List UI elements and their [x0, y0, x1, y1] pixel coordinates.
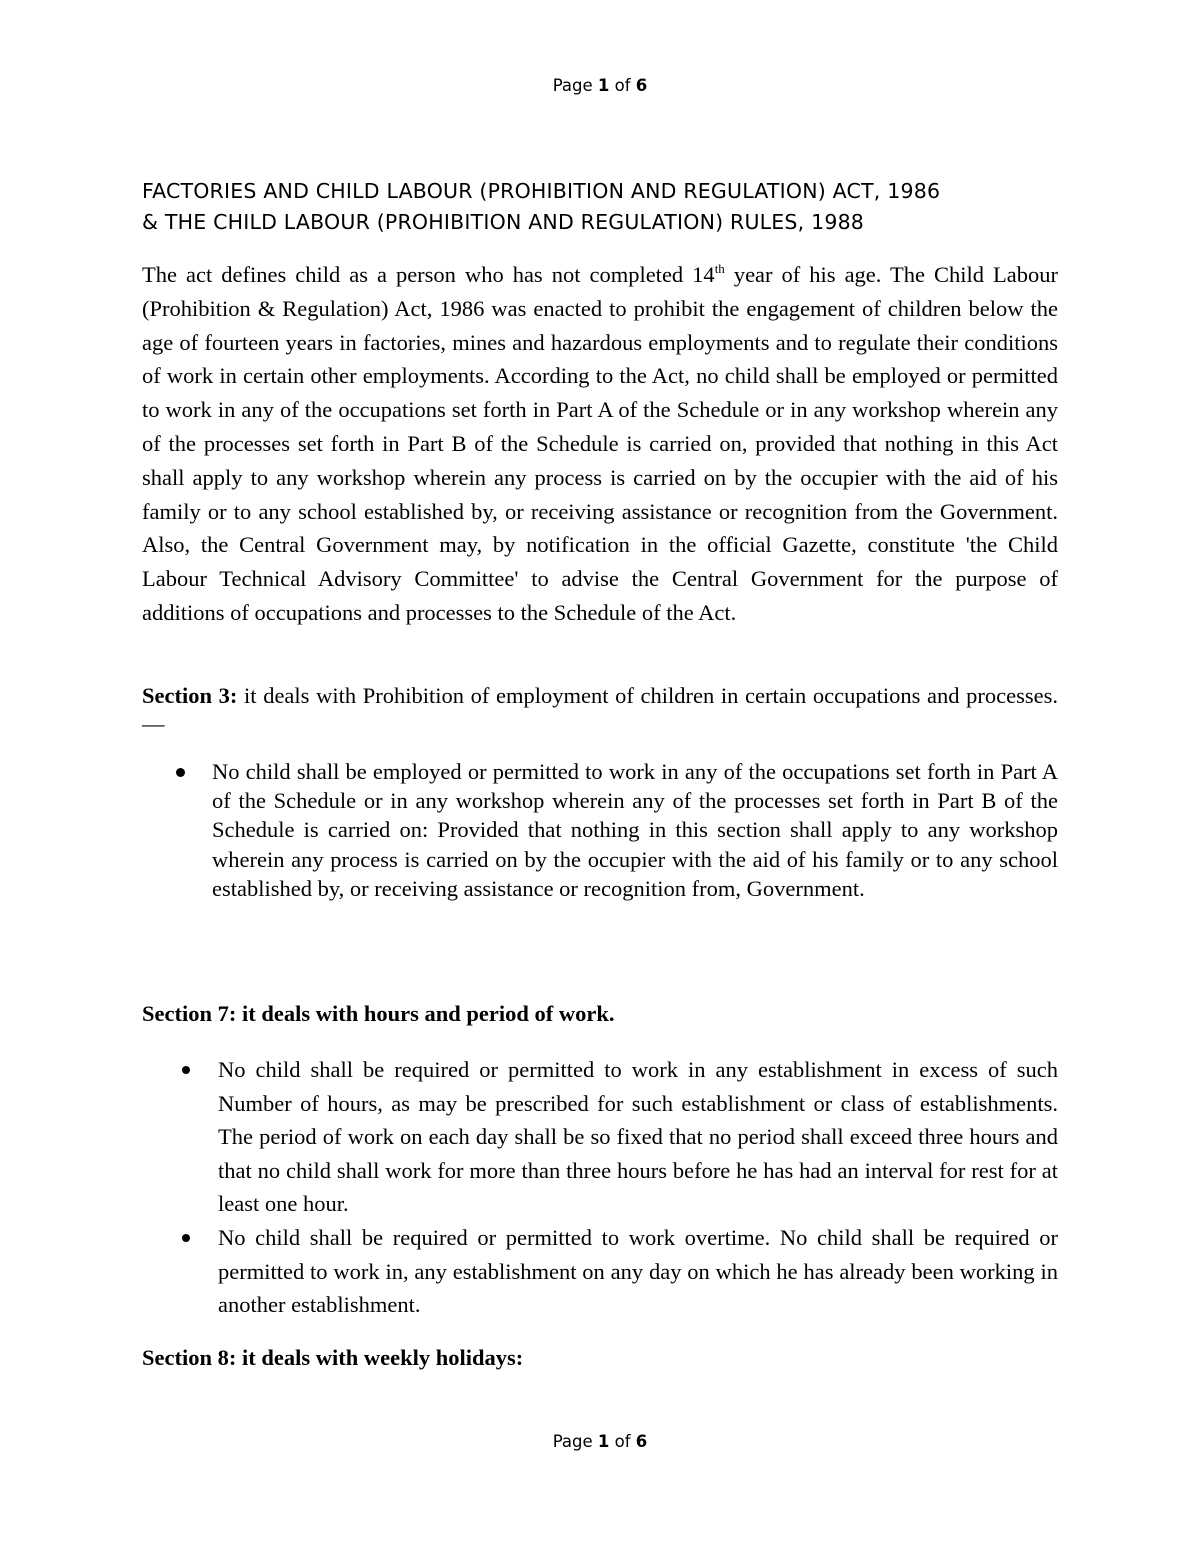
intro-text-part2: year of his age. The Child Labour (Prohibition & Regulation) Act, 1986 was enacted to prohibit the engagement of children below the age of fourteen years in factories, mines and hazardous employments and to regulate their conditions of work in certain other employments. According to the Act, no child shall be employed or permitted to work in any of the occupations set forth in Part A of the Schedule or in any workshop wherein any of the processes set forth in Part B of the Schedule is carried on, provided that nothing in this Act shall apply to any workshop wherein any process is carried on by the occupier with the aid of his family or to any school established by, or receiving assistance or recognition from the Government. Also, the Central Government may, by notification in the official Gazette, constitute 'the Child Labour Technical Advisory Committee' to advise the Central Government for the purpose of additions of occupations and processes to the Schedule of the Act.: [142, 262, 1058, 625]
page-label: Page: [552, 76, 593, 95]
section-3-bullet: [212, 757, 1058, 903]
page-footer-indicator: [0, 1432, 1200, 1451]
section-8-heading: Section 8: it deals with weekly holidays:: [142, 1345, 524, 1370]
section-7-bullet-text: No child shall be required or permitted to work in any establishment in excess of such Number of hours, as may be prescribed for such establishment or class of establishments. The period of work on each day shall be so fixed that no period shall exceed three hours and that no child shall work for more than three hours before he has had an interval for rest for at least one hour.: [218, 1057, 1058, 1217]
page-total: 6: [635, 76, 648, 95]
section-3-paragraph: [142, 682, 1058, 738]
title-line-2: & THE CHILD LABOUR (PROHIBITION AND REGULATION) RULES, 1988: [142, 210, 865, 234]
page-total: 6: [635, 1432, 648, 1451]
intro-text-part1: The act defines child as a person who has not completed 14: [142, 262, 715, 287]
page-header-indicator: [0, 76, 1200, 95]
section-3-bullet-text: No child shall be employed or permitted to work in any of the occupations set forth in Part A of the Schedule or in any workshop wherein any of the processes set forth in Part B of the Schedule is carried on: Provided that nothing in this section shall apply to any workshop wherein any process is carried on by the occupier with the aid of his family or to any school established by, or receiving assistance or recognition from, Government.: [212, 759, 1058, 901]
section-7-bullet: [218, 1221, 1058, 1322]
bullet-icon: [182, 1234, 190, 1242]
document-title: [142, 176, 1072, 238]
page-current: 1: [597, 1432, 610, 1451]
intro-paragraph: [142, 258, 1058, 630]
bullet-icon: [182, 1066, 190, 1074]
page-label: Page: [552, 1432, 593, 1451]
intro-superscript: th: [714, 261, 725, 276]
page-of: of: [614, 76, 631, 95]
section-3-label: Section 3:: [142, 683, 238, 708]
page-of: of: [614, 1432, 631, 1451]
section-7-heading: Section 7: it deals with hours and period of work.: [142, 1001, 615, 1026]
section-7-bullet: [218, 1053, 1058, 1221]
section-3-text: it deals with Prohibition of employment of children in certain occupations and processes. —: [142, 683, 1058, 736]
page-current: 1: [597, 76, 610, 95]
bullet-icon: [176, 768, 185, 777]
title-line-1: FACTORIES AND CHILD LABOUR (PROHIBITION AND REGULATION) ACT, 1986: [142, 179, 941, 203]
section-7-bullet-text: No child shall be required or permitted to work overtime. No child shall be required or permitted to work in, any establishment on any day on which he has already been working in another establishment.: [218, 1225, 1058, 1318]
